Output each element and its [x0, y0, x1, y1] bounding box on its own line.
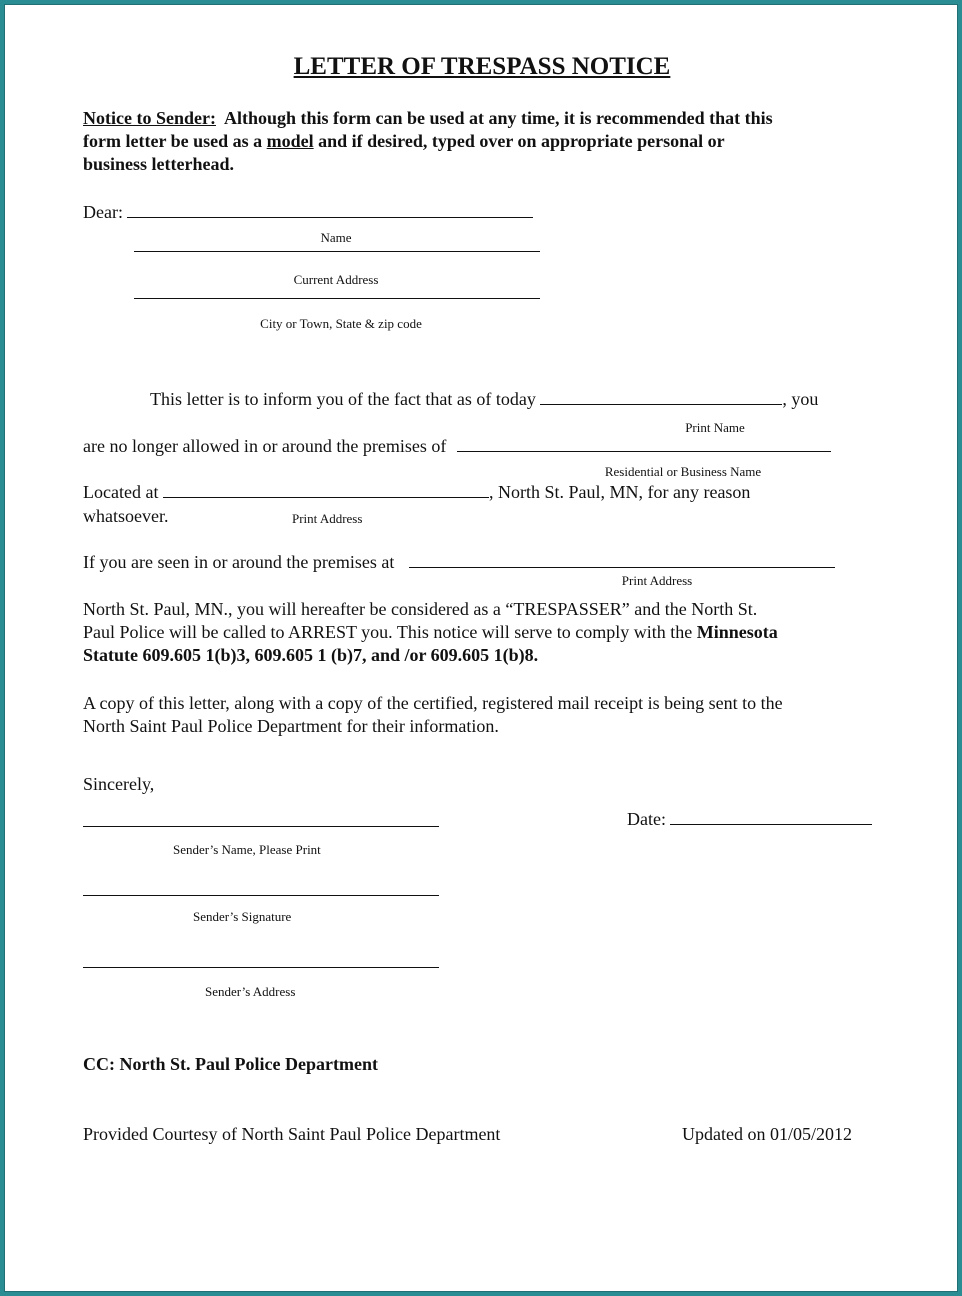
document-title: LETTER OF TRESPASS NOTICE [293, 53, 671, 80]
footer-courtesy: Provided Courtesy of North Saint Paul Police Department [83, 1124, 501, 1144]
cc-line: CC: North St. Paul Police Department [83, 1054, 378, 1074]
premises-text: are no longer allowed in or around the premises of [83, 436, 447, 456]
footer-updated: Updated on 01/05/2012 [682, 1124, 852, 1144]
seen-address-field[interactable] [409, 553, 835, 568]
premises-name-field[interactable] [457, 437, 831, 452]
sender-signature-caption: Sender’s Signature [193, 909, 292, 924]
notice-line-3: business letterhead. [83, 154, 235, 174]
inform-text-you: , you [782, 389, 819, 409]
current-address-caption: Current Address [293, 272, 379, 287]
sender-address-caption: Sender’s Address [205, 984, 296, 999]
date-today-field[interactable] [540, 390, 782, 405]
document-page [4, 4, 958, 1292]
statute-numbers: Statute 609.605 1(b)3, 609.605 1 (b)7, and /or 609.605 1(b)8. [83, 645, 539, 665]
sender-name-field[interactable] [83, 826, 439, 827]
name-field[interactable] [127, 203, 533, 218]
located-address-field[interactable] [163, 483, 489, 498]
copy-line-2: North Saint Paul Police Department for their information. [83, 716, 499, 736]
sender-address-field[interactable] [83, 967, 439, 968]
trespasser-line-2: Paul Police will be called to ARREST you. This notice will serve to comply with the [83, 622, 693, 642]
notice-line-2b: and if desired, typed over on appropriate personal or [318, 131, 725, 151]
current-address-field[interactable] [134, 251, 540, 252]
copy-line-1: A copy of this letter, along with a copy of the certified, registered mail receipt is being sent to the [83, 693, 783, 713]
city-state-zip-caption: City or Town, State & zip code [260, 316, 422, 331]
sender-name-caption: Sender’s Name, Please Print [173, 842, 321, 857]
trespasser-paragraph [83, 598, 778, 667]
inform-text: This letter is to inform you of the fact that as of today [150, 389, 536, 409]
copy-paragraph [83, 692, 783, 738]
seen-text: If you are seen in or around the premises at [83, 552, 395, 572]
located-row [83, 481, 750, 504]
print-address-caption-1: Print Address [292, 511, 363, 526]
trespasser-line-1: North St. Paul, MN., you will hereafter be considered as a “TRESPASSER” and the North St. [83, 599, 758, 619]
business-name-caption: Residential or Business Name [604, 464, 762, 479]
notice-line-1: Although this form can be used at any time, it is recommended that this [223, 108, 773, 128]
whatsoever-text: whatsoever. [83, 506, 169, 526]
premises-row [83, 435, 831, 458]
city-state-zip-field[interactable] [134, 298, 540, 299]
date-label: Date: [627, 809, 666, 829]
notice-model-word: model [266, 131, 314, 151]
seen-row [83, 551, 835, 574]
statute-name: Minnesota [696, 622, 778, 642]
notice-paragraph [83, 107, 773, 176]
notice-label: Notice to Sender: [83, 108, 216, 128]
notice-line-2a: form letter be used as a [83, 131, 263, 151]
inform-row [150, 388, 818, 411]
date-row [627, 808, 872, 831]
print-address-caption-2: Print Address [621, 573, 693, 588]
dear-row [83, 201, 533, 224]
date-field[interactable] [670, 810, 872, 825]
sender-signature-field[interactable] [83, 895, 439, 896]
name-caption: Name [320, 230, 352, 245]
located-suffix: , North St. Paul, MN, for any reason [488, 482, 751, 502]
print-name-caption: Print Name [685, 420, 745, 435]
sincerely: Sincerely, [83, 774, 155, 794]
located-label: Located at [83, 482, 159, 502]
dear-label: Dear: [83, 202, 123, 222]
